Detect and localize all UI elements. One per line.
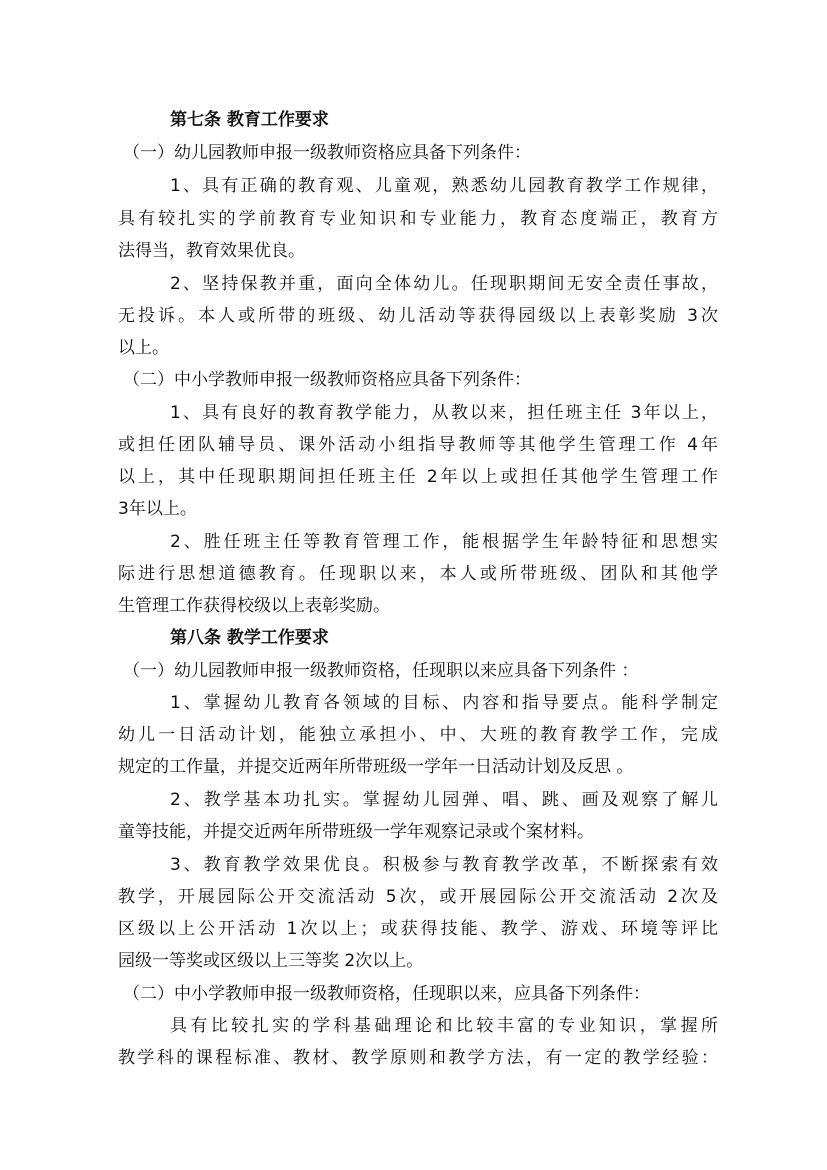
- article-8-section-1-title: （一）幼儿园教师申报一级教师资格，任现职以来应具备下列条件 ：: [123, 661, 639, 681]
- paragraph-line: 际进行思想道德教育。任现职以来，本人或所带班级、团队和其他学: [118, 564, 718, 584]
- paragraph-line: 2、胜任班主任等教育管理工作，能根据学生年龄特征和思想实: [170, 532, 718, 552]
- paragraph-line: 生管理工作获得校级以上表彰奖励。: [118, 596, 390, 616]
- paragraph-line: 规定的工作量，并提交近两年所带班级一学年一日活动计划及反思 。: [118, 757, 634, 777]
- paragraph-line: 无投诉。本人或所带的班级、幼儿活动等获得园级以上表彰奖励 3次: [118, 306, 718, 326]
- paragraph-line: 教学科的课程标准、教材、教学原则和教学方法，有一定的教学经验：: [118, 1048, 718, 1068]
- paragraph-line: 1、具有良好的教育教学能力，从教以来，担任班主任 3年以上，: [170, 403, 718, 423]
- paragraph-line: 或担任团队辅导员、课外活动小组指导教师等其他学生管理工作 4年: [118, 435, 718, 455]
- article-7-section-2-title: （二）中小学教师申报一级教师资格应具备下列条件：: [123, 370, 531, 390]
- paragraph-line: 幼儿一日活动计划，能独立承担小、中、大班的教育教学工作，完成: [118, 725, 718, 745]
- paragraph-line: 1、具有正确的教育观、儿童观，熟悉幼儿园教育教学工作规律，: [170, 176, 718, 196]
- paragraph-line: 3、教育教学效果优良。积极参与教育教学改革，不断探索有效: [170, 855, 718, 875]
- paragraph-line: 1、掌握幼儿教育各领域的目标、内容和指导要点。能科学制定: [170, 693, 718, 713]
- paragraph-line: 园级一等奖或区级以上三等奖 2次以上。: [118, 951, 424, 971]
- paragraph-line: 2、教学基本功扎实。掌握幼儿园弹、唱、跳、画及观察了解儿: [170, 790, 718, 810]
- paragraph-line: 3年以上。: [118, 499, 197, 519]
- paragraph-line: 以上。: [118, 338, 169, 358]
- article-7-section-1-title: （一）幼儿园教师申报一级教师资格应具备下列条件：: [123, 143, 531, 163]
- article-7-heading: 第七条 教育工作要求: [170, 110, 329, 130]
- paragraph-line: 童等技能，并提交近两年所带班级一学年观察记录或个案材料。: [118, 822, 594, 842]
- article-8-heading: 第八条 教学工作要求: [170, 628, 329, 648]
- paragraph-line: 以上，其中任现职期间担任班主任 2年以上或担任其他学生管理工作: [118, 467, 718, 487]
- paragraph-line: 法得当，教育效果优良。: [118, 241, 305, 261]
- article-8-section-2-title: （二）中小学教师申报一级教师资格，任现职以来，应具备下列条件：: [123, 984, 650, 1004]
- paragraph-line: 区级以上公开活动 1次以上；或获得技能、教学、游戏、环境等评比: [118, 919, 718, 939]
- paragraph-line: 2、坚持保教并重，面向全体幼儿。任现职期间无安全责任事故，: [170, 274, 718, 294]
- paragraph-line: 具有较扎实的学前教育专业知识和专业能力，教育态度端正，教育方: [118, 209, 718, 229]
- paragraph-line: 具有比较扎实的学科基础理论和比较丰富的专业知识，掌握所: [170, 1016, 718, 1036]
- paragraph-line: 教学，开展园际公开交流活动 5次，或开展园际公开交流活动 2次及: [118, 887, 718, 907]
